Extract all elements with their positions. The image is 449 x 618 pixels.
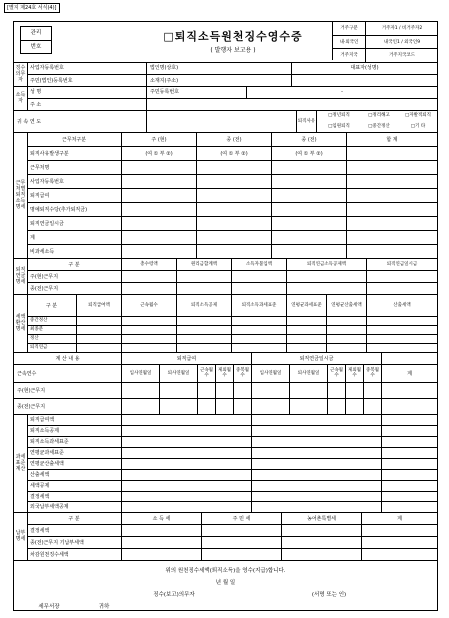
country-row: 거주지국 거주지국코드 bbox=[333, 49, 438, 62]
footer-signer: 징수(보고)의무자 bbox=[153, 592, 195, 598]
earner-section bbox=[14, 86, 437, 111]
compute-row: 외국납부세액공제 bbox=[27, 501, 437, 512]
workplace-head-row: 근무처구분 주 (현) 종 (전) 종 (전) 합 계 bbox=[27, 132, 437, 147]
tax-calc-section bbox=[14, 294, 437, 353]
service-row: 주(현)근무지 bbox=[14, 382, 437, 399]
compute-row: 세액공제 bbox=[27, 480, 437, 492]
payer-row-2: 주민(법인)등록번호 소재지(주소) bbox=[27, 74, 437, 86]
payer-section bbox=[14, 62, 437, 87]
workplace-row: 퇴직연금일시금 bbox=[27, 216, 437, 231]
tax-calc-row: 정산 bbox=[27, 334, 437, 344]
paid-row: 종(전)근무지 기납부세액 bbox=[27, 536, 437, 549]
workplace-row: 퇴직급여 bbox=[27, 188, 437, 203]
workplace-row: 비과세소득 bbox=[27, 244, 437, 258]
compute-side-label: 과세표준계산 bbox=[14, 414, 28, 512]
paid-side-label: 납부명세 bbox=[14, 512, 28, 560]
form-frame bbox=[13, 21, 438, 611]
workplace-row: 근무처명 bbox=[27, 160, 437, 175]
pension-side-label: 퇴직연금명세 bbox=[14, 258, 28, 294]
compute-section bbox=[14, 414, 437, 513]
footer-sign: (서명 또는 인) bbox=[311, 592, 347, 598]
pension-row: 종(전)근무지 bbox=[27, 282, 437, 294]
service-section bbox=[14, 352, 437, 415]
tax-calc-head-row: 구 분 퇴직급여액 근속월수 퇴직소득공제 퇴직소득과세표준 연평균과세표준 연평균산출세액 산출세액 bbox=[27, 294, 437, 317]
mgmt-label: 관리 bbox=[21, 27, 51, 41]
tax-calc-row: 최종분 bbox=[27, 325, 437, 335]
payer-row-1: 사업자등록번호 법인명(상호) 대표자(성명) bbox=[27, 62, 437, 75]
service-head-row: 계 산 내 용 퇴직급여 퇴직연금일시금 bbox=[14, 352, 437, 365]
reason-check[interactable]: □기 타 bbox=[410, 124, 426, 129]
paid-section bbox=[14, 512, 437, 561]
form-title: □퇴직소득원천징수영수증 bbox=[163, 30, 303, 43]
compute-row: 연평균산출세액 bbox=[27, 458, 437, 470]
paid-row: 결정세액 bbox=[27, 524, 437, 537]
tax-calc-row: 퇴직연금 bbox=[27, 343, 437, 352]
workplace-row: 명예퇴직수당(추가퇴직금) bbox=[27, 202, 437, 217]
reason-check[interactable]: □중간정산 bbox=[368, 124, 390, 129]
paid-row: 차감원천징수세액 bbox=[27, 548, 437, 560]
reason-row: 귀 속 연 도 퇴직사유 □정년퇴직 □정리해고 □자발적퇴직 □임원퇴직 □중간정산 □기 타 bbox=[14, 110, 437, 132]
residency-row: 거주구분 거주자1 / 비거주자2 bbox=[333, 22, 438, 36]
nationality-row: 내·외국인 내국인1 / 외국인9 bbox=[333, 36, 438, 50]
earner-row-1: 성 명 주민등록번호 - bbox=[27, 86, 437, 99]
tax-calc-side-label: 세액환산명세 bbox=[14, 294, 28, 352]
form-number-tag: [별지 제24호 서식(4)] bbox=[4, 3, 60, 13]
workplace-row: 퇴직사유발생구분 (여 ① 부 ②) (여 ① 부 ②) (여 ① 부 ②) bbox=[27, 146, 437, 161]
compute-row: 퇴직급여액 bbox=[27, 414, 437, 426]
form-subtitle: ( 발행자 보고용 ) bbox=[210, 47, 256, 54]
compute-row: 퇴직소득과세표준 bbox=[27, 436, 437, 448]
paid-head-row: 구 분 소 득 세 주 민 세 농어촌특별세 계 bbox=[27, 512, 437, 525]
earner-side-label: 소득자 bbox=[14, 86, 28, 110]
reason-check[interactable]: □자발적퇴직 bbox=[405, 113, 431, 118]
workplace-row: 사업자등록번호 bbox=[27, 174, 437, 189]
compute-row: 산출세액 bbox=[27, 469, 437, 481]
reason-check[interactable]: □임원퇴직 bbox=[328, 124, 350, 129]
compute-row: 연평균과세표준 bbox=[27, 447, 437, 459]
reason-section bbox=[14, 110, 437, 133]
mgmt-label2: 번호 bbox=[30, 44, 42, 50]
reason-checkboxes bbox=[317, 110, 437, 132]
payer-side-label: 징수의무자 bbox=[14, 62, 28, 86]
earner-row-2: 주 소 bbox=[27, 98, 437, 110]
footer-suffix: 귀하 bbox=[98, 604, 110, 610]
workplace-row: 계 bbox=[27, 230, 437, 245]
footer-date: 년 월 일 bbox=[215, 580, 236, 586]
compute-row: 퇴직소득공제 bbox=[27, 425, 437, 437]
footer-office: 세무서장 bbox=[38, 604, 60, 610]
service-row: 종(전)근무지 bbox=[14, 398, 437, 414]
workplace-section bbox=[14, 132, 437, 259]
pension-row: 주(현)근무지 bbox=[27, 270, 437, 283]
tax-calc-row: 중간정산 bbox=[27, 316, 437, 326]
management-number-box bbox=[20, 26, 52, 54]
form-header bbox=[14, 22, 437, 63]
service-subhead-row: 근속연수 입사연월일 퇴사연월일 근속월수 제외월수 중복월수 입사연월일 퇴사연월일 근속월수 제외월수 중복월수 계 bbox=[14, 364, 437, 383]
footer-statement: 위의 원천징수세액(퇴직소득)을 영수(지급)합니다. bbox=[165, 568, 286, 574]
reason-check[interactable]: □정리해고 bbox=[368, 113, 390, 118]
compute-row: 결정세액 bbox=[27, 491, 437, 502]
residency-table bbox=[332, 22, 438, 60]
reason-check[interactable]: □정년퇴직 bbox=[328, 113, 350, 118]
workplace-side-label: 근무처별퇴직소득명세 bbox=[14, 132, 28, 258]
pension-section bbox=[14, 258, 437, 295]
pension-head-row: 구 분 총수령액 원리금합계액 소득자불입액 퇴직연금소득공제액 퇴직연금일시금 bbox=[27, 258, 437, 271]
